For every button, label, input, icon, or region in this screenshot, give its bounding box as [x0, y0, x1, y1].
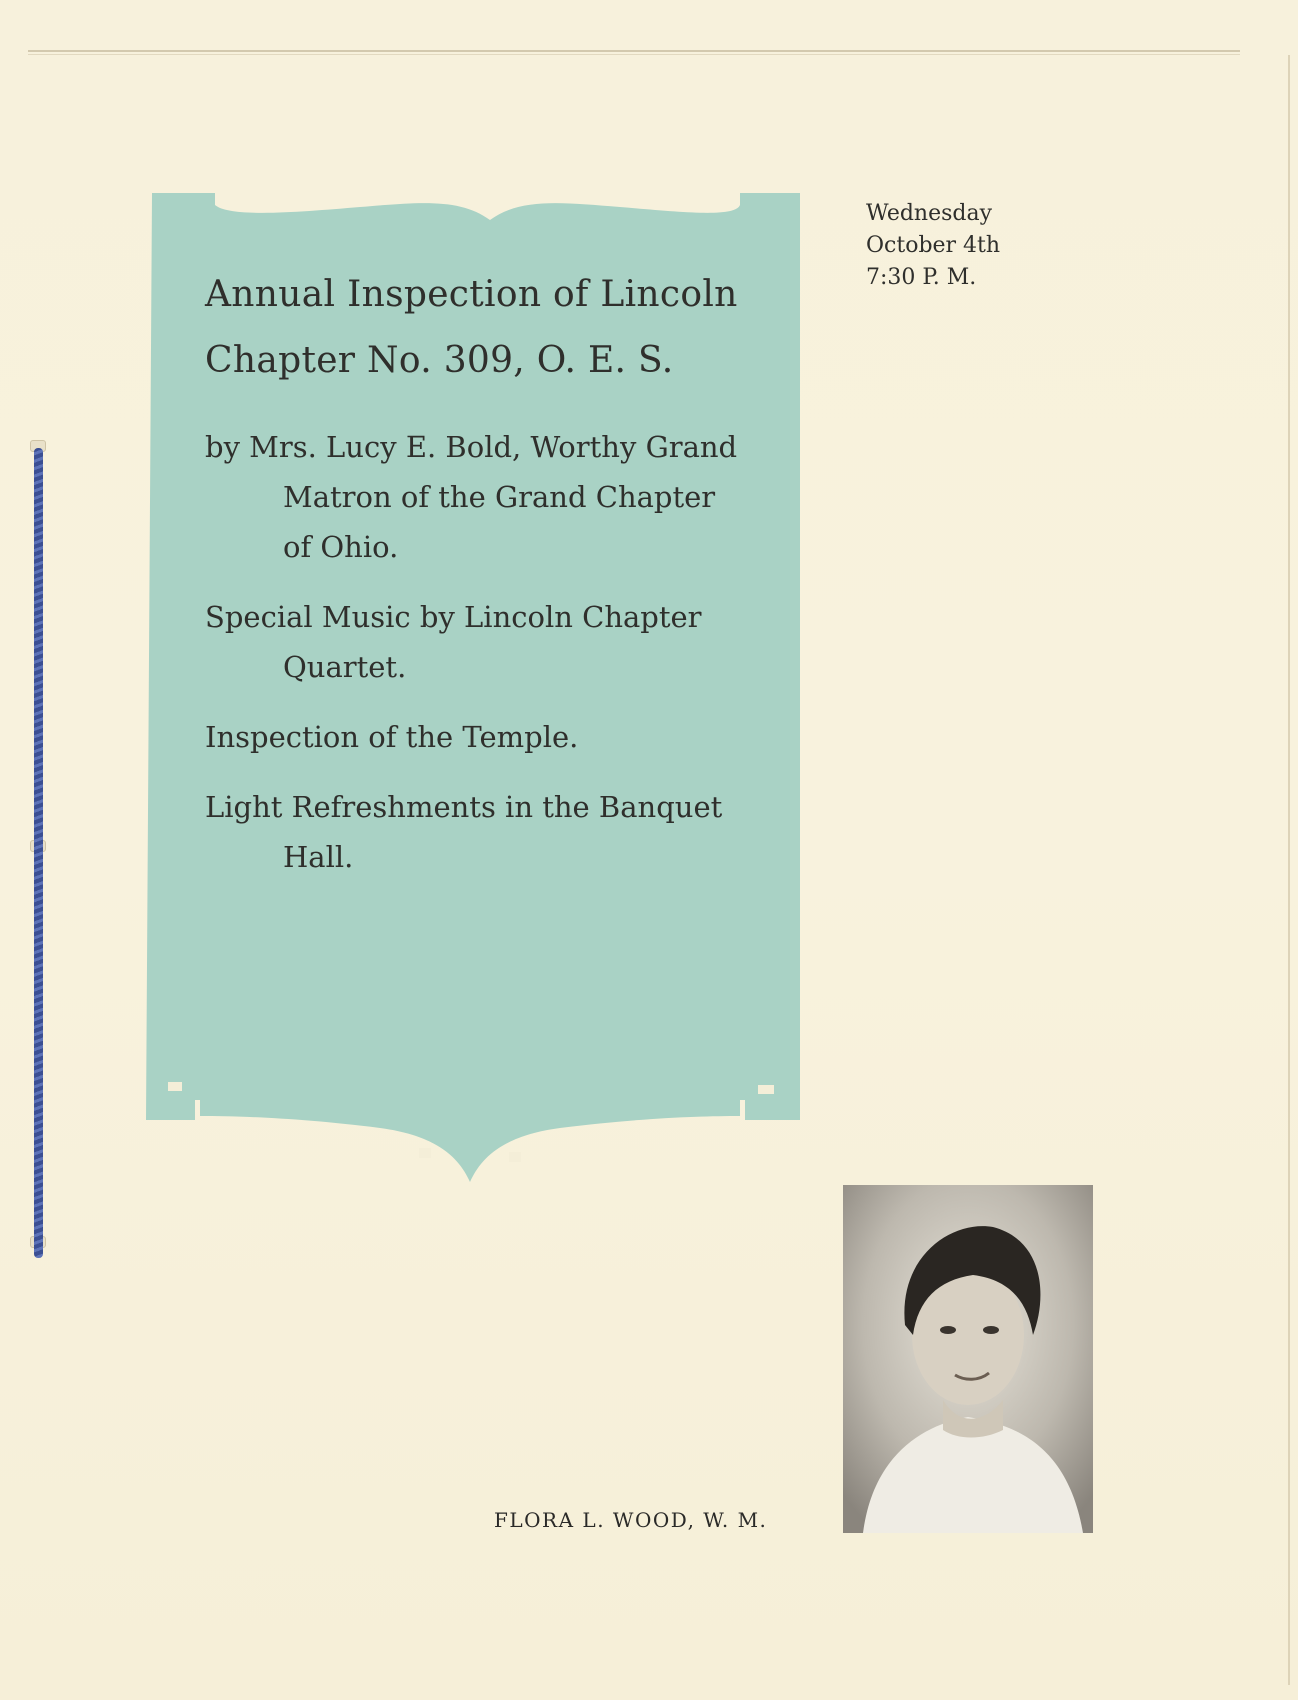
- event-date-text: October 4th: [866, 233, 1001, 258]
- portrait-eye: [940, 1326, 956, 1334]
- program-item: by Mrs. Lucy E. Bold, Worthy Grand Matron of the Grand Chapter of Ohio.: [205, 430, 738, 564]
- portrait-photo: [843, 1185, 1093, 1533]
- program-item: Inspection of the Temple.: [205, 720, 579, 754]
- panel-notch: [509, 1152, 521, 1162]
- panel-notch: [419, 1148, 431, 1158]
- event-time: 7:30 P. M.: [866, 265, 977, 290]
- title-line-2: Chapter No. 309, O. E. S.: [205, 340, 674, 381]
- program-title: [205, 262, 750, 394]
- portrait-caption: FLORA L. WOOD, W. M.: [494, 1508, 768, 1532]
- event-date: [866, 198, 1000, 294]
- event-day: Wednesday: [866, 201, 993, 226]
- title-line-1: Annual Inspection of Lincoln: [205, 274, 738, 315]
- panel-notch: [168, 1082, 182, 1091]
- portrait-eye: [983, 1326, 999, 1334]
- panel-notch: [758, 1085, 774, 1094]
- program-text: [205, 262, 750, 902]
- program-item: Special Music by Lincoln Chapter Quartet.: [205, 600, 702, 684]
- program-item: Light Refreshments in the Banquet Hall.: [205, 790, 723, 874]
